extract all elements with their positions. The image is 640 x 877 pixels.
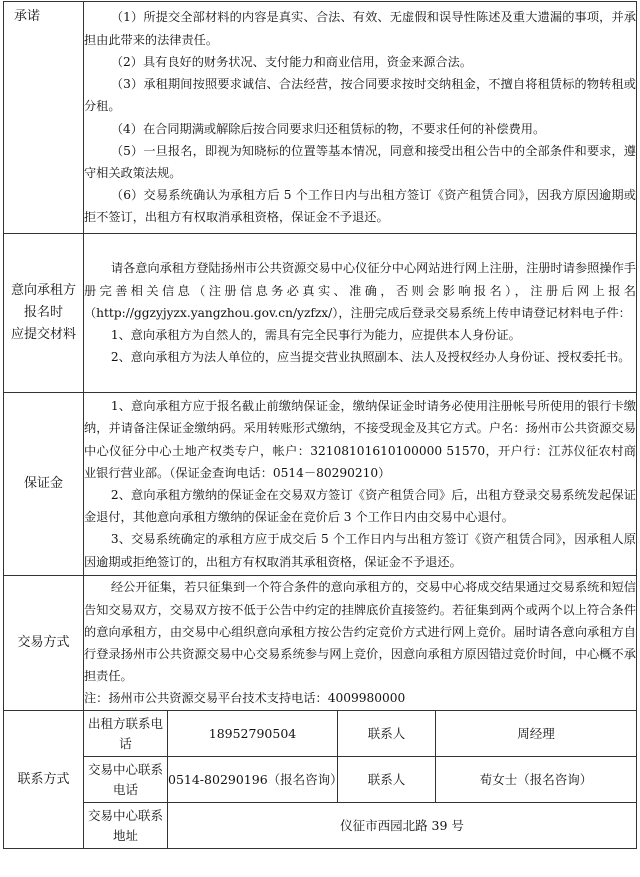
materials-intro: 请各意向承租方登陆扬州市公共资源交易中心仪征分中心网站进行网上注册，注册时请参照操作手册完善相关信息（注册信息务必真实、准确，否则会影响报名），注册后网上报名（http://ggzyjyzx.yangzhou.gov.cn/yzfzx/），注册完成后登录交易系统上传申请登记材料电子件： bbox=[84, 261, 636, 320]
deposit-item: 2、意向承租方缴纳的保证金在交易双方签订《资产租赁合同》后，出租方登录交易系统发起保证金退付，其他意向承租方缴纳的保证金在竞价后 3 个工作日内由交易中心退付。 bbox=[84, 488, 636, 525]
deposit-item: 3、交易系统确定的承租方应于成交后 5 个工作日内与出租方签订《资产租赁合同》，因承租人原因逾期或拒绝签订的，出租方有权取消其承租资格，保证金不予退还。 bbox=[84, 532, 636, 569]
materials-label bbox=[4, 234, 84, 393]
deposit-row bbox=[4, 393, 637, 576]
commitment-row bbox=[4, 2, 637, 234]
landlord-phone-label: 出租方联系电话 bbox=[84, 711, 168, 757]
materials-row bbox=[4, 234, 637, 393]
trading-label: 交易方式 bbox=[4, 576, 84, 711]
center-address: 仪征市西园北路 39 号 bbox=[168, 803, 637, 849]
center-address-label: 交易中心联系地址 bbox=[84, 803, 168, 849]
deposit-content bbox=[84, 393, 637, 576]
commitment-item: （6）交易系统确认为承租方后 5 个工作日内与出租方签订《资产租赁合同》，因我方原因逾期或拒不签订，出租方有权取消承租资格，保证金不予退还。 bbox=[84, 188, 636, 225]
materials-content bbox=[84, 234, 637, 393]
commitment-item: （3）承租期间按照要求诚信、合法经营，按合同要求按时交纳租金，不擅自将租赁标的物转租或分租。 bbox=[84, 77, 636, 114]
center-phone-label: 交易中心联系电话 bbox=[84, 757, 168, 803]
commitment-content bbox=[84, 2, 637, 234]
contact-row-address bbox=[4, 803, 637, 849]
center-contact-name: 荀女士（报名咨询） bbox=[436, 757, 637, 803]
contact-row-center bbox=[4, 757, 637, 803]
trading-note: 注：扬州市公共资源交易平台技术支持电话：4009980000 bbox=[84, 691, 406, 706]
materials-label-line: 报名时 bbox=[23, 305, 63, 320]
landlord-phone: 18952790504 bbox=[168, 711, 338, 757]
center-contact-label: 联系人 bbox=[338, 757, 436, 803]
contact-label: 联系方式 bbox=[4, 711, 84, 849]
announcement-table bbox=[3, 1, 637, 849]
materials-item: 1、意向承租方为自然人的，需具有完全民事行为能力，应提供本人身份证。 bbox=[110, 328, 521, 343]
trading-content bbox=[84, 576, 637, 711]
deposit-item: 1、意向承租方应于报名截止前缴纳保证金，缴纳保证金时请务必使用注册帐号所使用的银行卡缴纳，并请备注保证金缴纳码。采用转账形式缴纳，不接受现金及其它方式。户名：扬州市公共资源交易中心仪征分中心土地产权类专户，帐户：32108101610100000 51570，开户行：江苏仪征农村商业银行营业部。（保证金查询电话：0514－80290210） bbox=[84, 399, 636, 480]
trading-row bbox=[4, 576, 637, 711]
contact-row-landlord bbox=[4, 711, 637, 757]
commitment-item: （1）所提交全部材料的内容是真实、合法、有效、无虚假和误导性陈述及重大遗漏的事项，并承担由此带来的法律责任。 bbox=[84, 10, 636, 47]
commitment-item: （5）一旦报名，即视为知晓标的位置等基本情况，同意和接受出租公告中的全部条件和要求，遵守相关政策法规。 bbox=[84, 143, 636, 180]
commitment-item: （4）在合同期满或解除后按合同要求归还租赁标的物，不要求任何的补偿费用。 bbox=[110, 121, 546, 136]
landlord-contact-name: 周经理 bbox=[436, 711, 637, 757]
materials-label-line: 应提交材料 bbox=[10, 327, 76, 342]
materials-label-line: 意向承租方 bbox=[10, 283, 76, 298]
commitment-label: 承诺 bbox=[4, 2, 84, 234]
center-phone: 0514-80290196（报名咨询） bbox=[168, 757, 338, 803]
deposit-label: 保证金 bbox=[4, 393, 84, 576]
commitment-item: （2）具有良好的财务状况、支付能力和商业信用，资金来源合法。 bbox=[110, 54, 473, 69]
landlord-contact-label: 联系人 bbox=[338, 711, 436, 757]
trading-text: 经公开征集，若只征集到一个符合条件的意向承租方的，交易中心将成交结果通过交易系统和短信告知交易双方，交易双方按不低于公告中约定的挂牌底价直接签约。若征集到两个或两个以上符合条件的意向承租方，由交易中心组织意向承租方按公告约定竞价方式进行网上竞价。届时请各意向承租方自行登录扬州市公共资源交易中心交易系统参与网上竞价，因意向承租方原因错过竞价时间，中心概不承担责任。 bbox=[84, 580, 636, 684]
materials-item: 2、意向承租方为法人单位的，应当提交营业执照副本、法人及授权经办人身份证、授权委托书。 bbox=[110, 350, 631, 365]
